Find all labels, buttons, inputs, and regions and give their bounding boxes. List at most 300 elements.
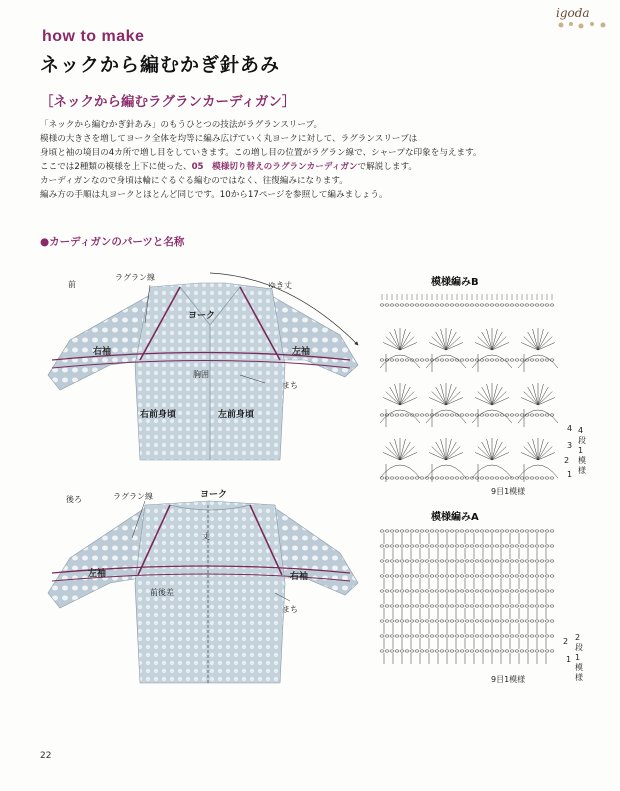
chain-stitch <box>510 545 514 547</box>
chain-stitch <box>400 414 404 416</box>
chain-stitch <box>380 477 384 479</box>
fan-stitch <box>429 452 446 460</box>
chain-stitch <box>380 414 384 416</box>
chain-stitch <box>515 414 519 416</box>
chain-stitch <box>420 575 424 577</box>
chain-stitch <box>475 545 479 547</box>
chain-stitch <box>425 650 429 652</box>
chain-stitch <box>515 477 519 479</box>
chain-stitch <box>540 560 544 562</box>
fan-stitch <box>492 332 502 350</box>
chain-stitch <box>420 530 424 532</box>
chain-stitch <box>450 635 454 637</box>
chain-stitch <box>395 545 399 547</box>
chain-stitch <box>385 575 389 577</box>
chain-stitch <box>460 590 464 592</box>
chain-stitch <box>385 414 389 416</box>
chain-stitch <box>405 635 409 637</box>
fan-stitch <box>475 452 492 460</box>
chain-stitch <box>550 620 554 622</box>
chart-b-row-4: 4 <box>567 424 573 433</box>
chain-stitch <box>420 560 424 562</box>
fan-stitch <box>400 452 417 460</box>
chain-stitch <box>460 414 464 416</box>
fan-stitch <box>538 392 552 405</box>
chain-stitch <box>525 530 529 532</box>
chain-stitch <box>385 620 389 622</box>
chain-stitch <box>520 477 524 479</box>
chain-stitch <box>470 530 474 532</box>
chain-stitch <box>435 635 439 637</box>
chain-stitch <box>485 530 489 532</box>
fan-stitch <box>436 442 446 460</box>
fan-stitch <box>487 384 492 405</box>
chain-stitch <box>535 650 539 652</box>
chain-stitch <box>420 650 424 652</box>
chain-stitch <box>550 545 554 547</box>
chain-stitch <box>440 590 444 592</box>
chain-stitch <box>400 477 404 479</box>
intro-line-suffix: で解説します。 <box>357 162 417 172</box>
fan-stitch <box>492 387 502 405</box>
chain-stitch <box>450 650 454 652</box>
chain-stitch <box>490 414 494 416</box>
chain-stitch <box>470 605 474 607</box>
chain-stitch <box>385 530 389 532</box>
chain-stitch <box>435 575 439 577</box>
back-body-label: 前後差 <box>150 588 174 597</box>
chain-stitch <box>435 590 439 592</box>
fan-stitch <box>538 337 552 350</box>
fan-stitch <box>524 447 538 460</box>
chain-stitch <box>435 530 439 532</box>
chain-stitch <box>440 635 444 637</box>
front-cardigan-illustration <box>40 265 380 480</box>
chain-stitch <box>410 605 414 607</box>
chain-stitch <box>450 620 454 622</box>
fan-stitch <box>400 342 417 350</box>
chain-stitch <box>540 590 544 592</box>
chain-stitch <box>485 414 489 416</box>
chain-stitch <box>395 575 399 577</box>
chain-stitch <box>415 575 419 577</box>
fan-stitch <box>492 442 502 460</box>
chain-stitch <box>430 590 434 592</box>
chain-stitch <box>505 590 509 592</box>
chain-stitch <box>540 530 544 532</box>
chain-stitch <box>395 530 399 532</box>
chain-stitch <box>380 359 384 361</box>
fan-stitch <box>441 439 446 460</box>
chain-stitch <box>545 590 549 592</box>
intro-line-prefix: ここでは2種類の模様を上下に使った、 <box>40 162 192 172</box>
chain-stitch <box>435 359 439 361</box>
chain-stitch <box>415 635 419 637</box>
chain-stitch <box>530 530 534 532</box>
chain-stitch <box>460 650 464 652</box>
chain-stitch <box>380 560 384 562</box>
chain-stitch <box>415 359 419 361</box>
chain-stitch <box>480 359 484 361</box>
fan-stitch <box>395 329 400 350</box>
chain-stitch <box>425 359 429 361</box>
chain-stitch <box>475 304 479 306</box>
chain-stitch <box>535 560 539 562</box>
chain-stitch <box>415 620 419 622</box>
chain-stitch <box>535 477 539 479</box>
chain-stitch <box>550 650 554 652</box>
chain-stitch <box>445 477 449 479</box>
chain-stitch <box>515 545 519 547</box>
chain-stitch <box>480 477 484 479</box>
fan-stitch <box>482 442 492 460</box>
fan-stitch <box>446 397 463 405</box>
chain-stitch <box>490 545 494 547</box>
chain-stitch <box>380 545 384 547</box>
chart-a-row-2: 2 <box>563 637 569 646</box>
chain-stitch <box>430 575 434 577</box>
chain-stitch <box>410 304 414 306</box>
chain-stitch <box>480 414 484 416</box>
yoke-label: ヨーク <box>188 311 216 321</box>
chain-stitch <box>520 530 524 532</box>
chain-stitch <box>495 530 499 532</box>
chain-stitch <box>455 545 459 547</box>
chain-stitch <box>440 477 444 479</box>
chain-stitch <box>520 635 524 637</box>
chain-stitch <box>515 605 519 607</box>
chain-stitch <box>470 545 474 547</box>
chain-stitch <box>455 560 459 562</box>
chain-stitch <box>455 650 459 652</box>
chain-stitch <box>390 620 394 622</box>
chain-stitch <box>390 477 394 479</box>
fan-stitch <box>400 447 414 460</box>
kicker: how to make <box>42 28 145 45</box>
chain-stitch <box>405 605 409 607</box>
chain-stitch <box>535 575 539 577</box>
fan-stitch <box>446 439 451 460</box>
chain-stitch <box>505 530 509 532</box>
fan-stitch <box>429 342 446 350</box>
chain-stitch <box>405 590 409 592</box>
chain-stitch <box>465 530 469 532</box>
chain-stitch <box>460 545 464 547</box>
fan-stitch <box>533 329 538 350</box>
fan-stitch <box>432 392 446 405</box>
chain-stitch <box>500 530 504 532</box>
chain-stitch <box>445 560 449 562</box>
fan-stitch <box>400 332 410 350</box>
chain-stitch <box>395 359 399 361</box>
chain-stitch <box>450 560 454 562</box>
chain-stitch <box>495 414 499 416</box>
chain-stitch <box>430 650 434 652</box>
chain-stitch <box>390 560 394 562</box>
chain-stitch <box>520 575 524 577</box>
chain-stitch <box>480 545 484 547</box>
fan-stitch <box>492 337 506 350</box>
chain-stitch <box>435 605 439 607</box>
chain-stitch <box>500 620 504 622</box>
chain-stitch <box>540 605 544 607</box>
left-sleeve-label: 左袖 <box>292 347 311 357</box>
chain-stitch <box>455 477 459 479</box>
chain-stitch <box>520 414 524 416</box>
chain-stitch <box>520 605 524 607</box>
chain-stitch <box>450 605 454 607</box>
chain-stitch <box>405 414 409 416</box>
chain-stitch <box>490 530 494 532</box>
chain-stitch <box>470 359 474 361</box>
chain-stitch <box>490 620 494 622</box>
chain-stitch <box>395 477 399 479</box>
intro-line: 身頃と袖の境目の4カ所で増し目をしていきます。この増し目の位置がラグラン線で、シャープな印象を与えます。 <box>40 148 482 158</box>
right-sleeve-label: 右袖 <box>93 347 112 357</box>
chain-stitch <box>485 590 489 592</box>
fan-stitch <box>446 442 456 460</box>
chain-stitch <box>465 545 469 547</box>
chain-stitch <box>530 414 534 416</box>
fan-stitch <box>538 332 548 350</box>
chain-stitch <box>385 560 389 562</box>
fan-stitch <box>390 387 400 405</box>
chart-b-stitch-repeat: 9目1模様 <box>491 487 526 496</box>
chain-stitch <box>475 650 479 652</box>
chain-stitch <box>515 530 519 532</box>
chain-stitch <box>480 635 484 637</box>
chart-b-title: 模様編みB <box>431 277 479 288</box>
chain-stitch <box>515 359 519 361</box>
chain-stitch <box>510 650 514 652</box>
chain-stitch <box>525 575 529 577</box>
chest-label: 胸囲 <box>193 370 209 379</box>
chain-stitch <box>380 304 384 306</box>
chain-stitch <box>545 359 549 361</box>
fan-stitch <box>521 342 538 350</box>
chain-stitch <box>440 605 444 607</box>
chain-stitch <box>485 477 489 479</box>
chain-stitch <box>510 560 514 562</box>
back-yoke-label: ヨーク <box>200 490 228 500</box>
chain-stitch <box>420 635 424 637</box>
chain-stitch <box>495 590 499 592</box>
chain-stitch <box>380 650 384 652</box>
chain-stitch <box>465 477 469 479</box>
chain-stitch <box>400 560 404 562</box>
intro-paragraph <box>40 118 580 202</box>
fan-stitch <box>383 342 400 350</box>
fan-stitch <box>538 452 555 460</box>
chain-stitch <box>500 560 504 562</box>
chain-stitch <box>460 304 464 306</box>
chain-stitch <box>515 590 519 592</box>
fan-stitch <box>533 384 538 405</box>
back-length-label: 丈 <box>202 532 210 541</box>
chain-stitch <box>415 590 419 592</box>
chain-stitch <box>505 304 509 306</box>
chain-stitch <box>540 650 544 652</box>
fan-stitch <box>400 387 410 405</box>
chain-stitch <box>500 605 504 607</box>
chain-stitch <box>485 545 489 547</box>
chain-stitch <box>530 575 534 577</box>
chain-stitch <box>385 590 389 592</box>
chain-stitch <box>390 530 394 532</box>
chain-stitch <box>430 620 434 622</box>
chain-stitch <box>465 650 469 652</box>
chain-stitch <box>510 530 514 532</box>
chain-stitch <box>540 620 544 622</box>
chain-stitch <box>540 477 544 479</box>
chain-stitch <box>405 575 409 577</box>
chain-stitch <box>495 477 499 479</box>
chain-stitch <box>505 477 509 479</box>
chain-stitch <box>445 635 449 637</box>
chain-stitch <box>550 477 554 479</box>
back-cardigan-illustration <box>40 483 380 698</box>
fan-stitch <box>475 342 492 350</box>
chain-stitch <box>435 414 439 416</box>
chain-stitch <box>545 545 549 547</box>
chain-stitch <box>455 530 459 532</box>
chain-stitch <box>415 650 419 652</box>
fan-stitch <box>492 452 509 460</box>
chain-stitch <box>390 359 394 361</box>
chain-stitch <box>395 590 399 592</box>
chain-stitch <box>430 605 434 607</box>
chain-stitch <box>380 605 384 607</box>
chain-stitch <box>490 575 494 577</box>
chain-stitch <box>515 650 519 652</box>
chain-stitch <box>525 650 529 652</box>
chain-stitch <box>540 304 544 306</box>
fan-stitch <box>528 442 538 460</box>
chain-stitch <box>475 590 479 592</box>
chain-stitch <box>435 545 439 547</box>
chain-stitch <box>415 414 419 416</box>
back-right-sleeve-label: 右袖 <box>290 572 309 582</box>
chain-stitch <box>400 650 404 652</box>
chain-stitch <box>460 530 464 532</box>
chain-stitch <box>385 545 389 547</box>
chart-a-row-repeat: 2段1模様 <box>575 633 583 682</box>
chain-stitch <box>445 590 449 592</box>
chain-stitch <box>440 650 444 652</box>
intro-line: カーディガンなので身頃は輪にぐるぐる編むのではなく、往復編みになります。 <box>40 176 348 186</box>
intro-line-highlight: 05 模様切り替えのラグランカーディガン <box>191 162 358 172</box>
fan-stitch <box>446 332 456 350</box>
chain-stitch <box>420 545 424 547</box>
chain-stitch <box>400 304 404 306</box>
chain-stitch <box>520 590 524 592</box>
page-number: 22 <box>40 751 52 761</box>
chain-stitch <box>485 359 489 361</box>
chain-stitch <box>395 560 399 562</box>
chain-stitch <box>480 304 484 306</box>
chain-stitch <box>410 650 414 652</box>
chain-stitch <box>490 650 494 652</box>
chain-stitch <box>535 620 539 622</box>
chain-stitch <box>510 575 514 577</box>
chain-stitch <box>475 530 479 532</box>
fan-stitch <box>538 439 543 460</box>
fan-stitch <box>482 332 492 350</box>
chain-stitch <box>545 620 549 622</box>
chain-stitch <box>495 635 499 637</box>
chain-stitch <box>430 560 434 562</box>
chain-stitch <box>415 530 419 532</box>
chain-stitch <box>380 590 384 592</box>
chain-stitch <box>545 304 549 306</box>
chart-b-row-repeat: 4段1模様 <box>578 426 586 475</box>
chain-stitch <box>490 590 494 592</box>
chain-stitch <box>530 605 534 607</box>
section-title: ●カーディガンのパーツと名称 <box>40 236 185 248</box>
chain-stitch <box>440 359 444 361</box>
intro-line <box>40 160 580 174</box>
chain-stitch <box>410 414 414 416</box>
chain-stitch <box>520 620 524 622</box>
chain-stitch <box>385 477 389 479</box>
fan-stitch <box>400 442 410 460</box>
intro-line: 編み方の手順は丸ヨークとほとんど同じです。10から17ページを参照して編みましょう。 <box>40 190 388 200</box>
chain-stitch <box>495 304 499 306</box>
fan-stitch <box>487 329 492 350</box>
chain-stitch <box>505 650 509 652</box>
chain-stitch <box>490 605 494 607</box>
chain-stitch <box>470 650 474 652</box>
chain-stitch <box>490 304 494 306</box>
chain-stitch <box>445 359 449 361</box>
chain-stitch <box>535 304 539 306</box>
fan-stitch <box>538 387 548 405</box>
chain-stitch <box>540 635 544 637</box>
chain-stitch <box>415 304 419 306</box>
chain-stitch <box>535 359 539 361</box>
chain-stitch <box>425 605 429 607</box>
chain-stitch <box>480 575 484 577</box>
gusset-label: まち <box>282 381 298 390</box>
chart-b-row-2: 2 <box>564 456 570 465</box>
chain-stitch <box>430 545 434 547</box>
fan-stitch <box>475 397 492 405</box>
chain-stitch <box>420 605 424 607</box>
chain-stitch <box>460 560 464 562</box>
chain-stitch <box>475 477 479 479</box>
chain-stitch <box>510 590 514 592</box>
fan-stitch <box>395 384 400 405</box>
fan-stitch <box>383 452 400 460</box>
chain-stitch <box>430 530 434 532</box>
chain-stitch <box>440 560 444 562</box>
chain-stitch <box>385 635 389 637</box>
chain-stitch <box>440 620 444 622</box>
fan-stitch <box>432 447 446 460</box>
chain-stitch <box>405 304 409 306</box>
chain-stitch <box>435 477 439 479</box>
chain-stitch <box>510 620 514 622</box>
fan-stitch <box>538 329 543 350</box>
chain-stitch <box>430 635 434 637</box>
chain-stitch <box>405 477 409 479</box>
chain-stitch <box>390 605 394 607</box>
fan-stitch <box>492 392 506 405</box>
chain-stitch <box>475 414 479 416</box>
chain-stitch <box>465 590 469 592</box>
fan-stitch <box>528 332 538 350</box>
fan-stitch <box>492 329 497 350</box>
